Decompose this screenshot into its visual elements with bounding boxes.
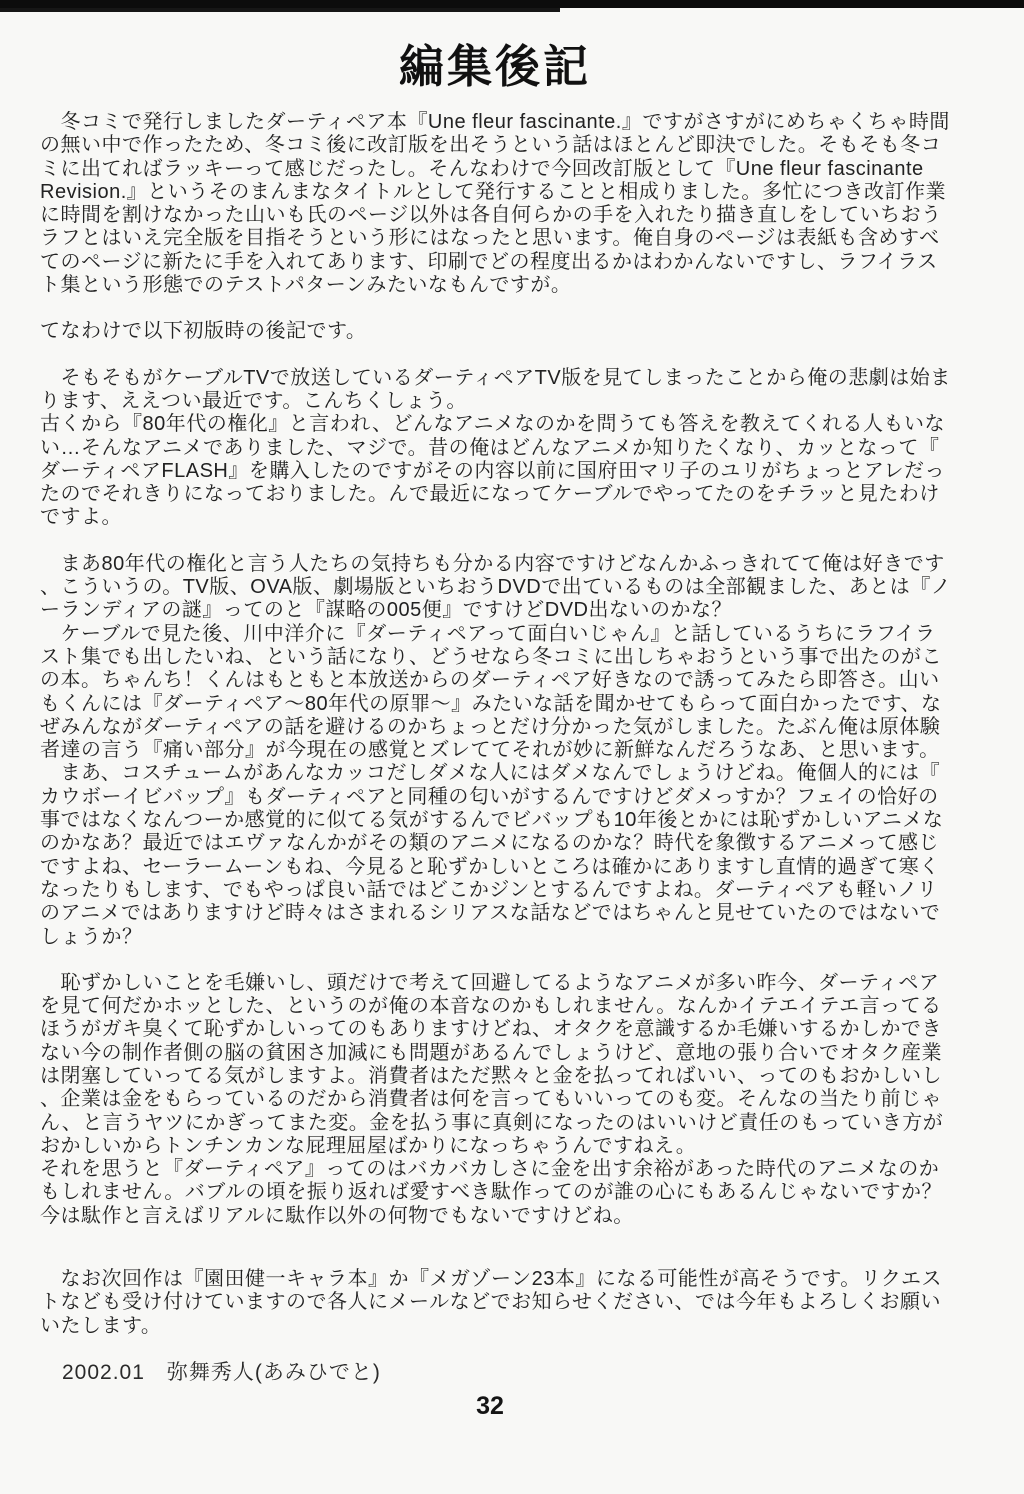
text-line: なったりもします、でもやっぱ良い話ではどこかジンとするんですよね。ダーティペアも軽いノリ (40, 878, 938, 901)
text-line: たのでそれきりになっておりました。んで最近になってケーブルでやってたのをチラッと見たわけ (40, 483, 940, 506)
scan-artifact-top-bar (0, 0, 1024, 8)
text-line: ん、と言うヤツにかぎってまた変。金を払う事に真剣になったのはいいけど責任のもっていき方が (40, 1111, 944, 1134)
text-line: のかなあ？最近ではエヴァなんかがその類のアニメになるのかな？時代を象徴するアニメって感じ (40, 832, 939, 855)
text-line: おかしいからトンチンカンな屁理屈屋ばかりになっちゃうんですねえ。 (40, 1134, 697, 1157)
text-line: そもそもがケーブルTVで放送しているダーティペアTV版を見てしまったことから俺の悲劇は始ま (40, 366, 951, 389)
paragraph-3 (40, 367, 990, 530)
text-line: てのページに新たに手を入れてあります、印刷でどの程度出るかはわかんないですし、ラフイラス (40, 250, 938, 273)
text-line: スト集でも出したいね、という話になり、どうせなら冬コミに出しちゃおうという事で出たのがこ (40, 645, 942, 668)
text-line: 、こういうの。TV版、OVA版、劇場版といちおうDVDで出ているものは全部観ました、あとは『ノ (40, 576, 952, 599)
text-line: い…そんなアニメでありました、マジで。昔の俺はどんなアニメか知りたくなり、カッとなって『 (40, 436, 940, 459)
text-line: 今は駄作と言えばリアルに駄作以外の何物でもないですけどね。 (40, 1204, 634, 1227)
text-line: ミに出てればラッキーって感じだったし。そんなわけで今回改訂版として『Une fleur fascinante (40, 157, 924, 180)
text-line: ダーティペアFLASH』を購入したのですがその内容以前に国府田マリ子のユリがちょっとアレだっ (40, 459, 946, 482)
text-line: ります、ええつい最近です。こんちくしょう。 (40, 389, 467, 412)
text-line: は閉塞していってる気がしますよ。消費者はただ黙々と金を払ってればいい、ってのもおかしいし (40, 1064, 942, 1087)
text-line: のアニメではありますけど時々はさまれるシリアスな話などではちゃんと見せていたのではないで (40, 902, 941, 925)
text-line: 冬コミで発行しましたダーティペア本『Une fleur fascinante.』ですがさすがにめちゃくちゃ時間 (40, 111, 950, 133)
text-line: ない今の制作者側の脳の貧困さ加減にも問題があるんでしょうけど、意地の張り合いでオタク産業 (40, 1041, 942, 1064)
text-line: Revision.』というそのまんまなタイトルとして発行することと相成りました。多忙につき改訂作業 (40, 180, 946, 203)
text-line: それを思うと『ダーティペア』ってのはバカバカしさに金を出す余裕があった時代のアニメなのか (40, 1158, 940, 1181)
text-line: もしれません。バブルの頃を振り返れば愛すべき駄作ってのが誰の心にもあるんじゃないですか？ (40, 1181, 942, 1204)
paragraph-2 (40, 320, 990, 343)
text-line: 、企業は金をもらっているのだから消費者は何を言ってもいいってのも変。そんなの当たり前じゃ (40, 1088, 942, 1111)
text-line: なお次回作は『園田健一キャラ本』か『メガゾーン23本』になる可能性が高そうです。リクエス (40, 1268, 942, 1291)
text-line: の無い中で作ったため、冬コミ後に改訂版を出そうという話はほとんど即決でした。そもそも冬コ (40, 134, 942, 157)
text-line: の本。ちゃんち！くんはもともと本放送からのダーティペア好きなので誘ってみたら即答さ。山い (40, 669, 940, 692)
text-line: ですよ。 (40, 506, 122, 529)
text-line: に時間を割けなかった山いも氏のページ以外は各自何らかの手を入れたり描き直しをしていちおう (40, 204, 942, 227)
page-title: 編集後記 (398, 41, 591, 92)
text-line: カウボーイビバップ』もダーティペアと同種の匂いがするんですけどダメっすか？フェイの恰好の (40, 785, 939, 808)
text-line: ト集という形態でのテストパターンみたいなもんですが。 (40, 274, 572, 297)
text-line: てなわけで以下初版時の後記です。 (40, 320, 367, 343)
text-line: 事ではなくなんつーか感覚的に似てる気がするんでビバップも10年後とかには恥ずかしいアニメな (40, 809, 944, 832)
text-line: しょうか？ (40, 925, 143, 948)
text-line: いたします。 (40, 1314, 162, 1337)
text-line: ーランディアの謎』ってのと『謀略の005便』ですけどDVD出ないのかな？ (40, 599, 732, 622)
paragraph-5 (40, 972, 990, 1228)
text-line: ぜみんながダーティペアの話を避けるのかちょっとだけ分かった気がしました。たぶん俺は原体験 (40, 715, 941, 738)
text-line: まあ、コスチュームがあんなカッコだしダメな人にはダメなんでしょうけどね。俺個人的には『 (40, 762, 940, 785)
afterword-body (40, 111, 990, 1338)
text-line: まあ80年代の権化と言う人たちの気持ちも分かる内容ですけどなんかふっきれてて俺は好きです (40, 552, 945, 575)
paragraph-1 (40, 111, 990, 297)
text-line: 者達の言う『痛い部分』が今現在の感覚とズレててそれが妙に新鮮なんだろうなあ、と思います。 (40, 739, 940, 762)
text-line: ほうがガキ臭くて恥ずかしいってのもありますけどね、オタクを意識するか毛嫌いするかしかでき (40, 1018, 942, 1041)
text-line: ラフとはいえ完全版を目指そうという形にはなったと思います。俺自身のページは表紙も含めすべ (40, 227, 940, 250)
page-number: 32 (476, 1392, 504, 1420)
text-line: ですよね、セーラームーンもね、今見ると恥ずかしいところは確かにありますし直情的過ぎて寒く (40, 855, 940, 878)
colophon-date-author: 2002.01 弥舞秀人(あみひでと) (62, 1361, 381, 1384)
text-line: ケーブルで見た後、川中洋介に『ダーティペアって面白いじゃん』と話しているうちにラフイラ (40, 622, 936, 645)
text-line: 古くから『80年代の権化』と言われ、どんなアニメなのかを問うても答えを教えてくれる人もいな (40, 413, 945, 436)
text-line: 恥ずかしいことを毛嫌いし、頭だけで考えて回避してるようなアニメが多い昨今、ダーティペア (40, 971, 940, 994)
paragraph-6 (40, 1268, 990, 1338)
text-line: トなども受け付けていますので各人にメールなどでお知らせください、では今年もよろしくお願い (40, 1291, 941, 1314)
paragraph-4 (40, 553, 990, 949)
text-line: を見て何だかホッとした、というのが俺の本音なのかもしれません。なんかイテエイテエ言ってる (40, 995, 942, 1018)
text-line: もくんには『ダーティペア～80年代の原罪～』みたいな話を聞かせてもらって面白かったです、な (40, 692, 942, 715)
